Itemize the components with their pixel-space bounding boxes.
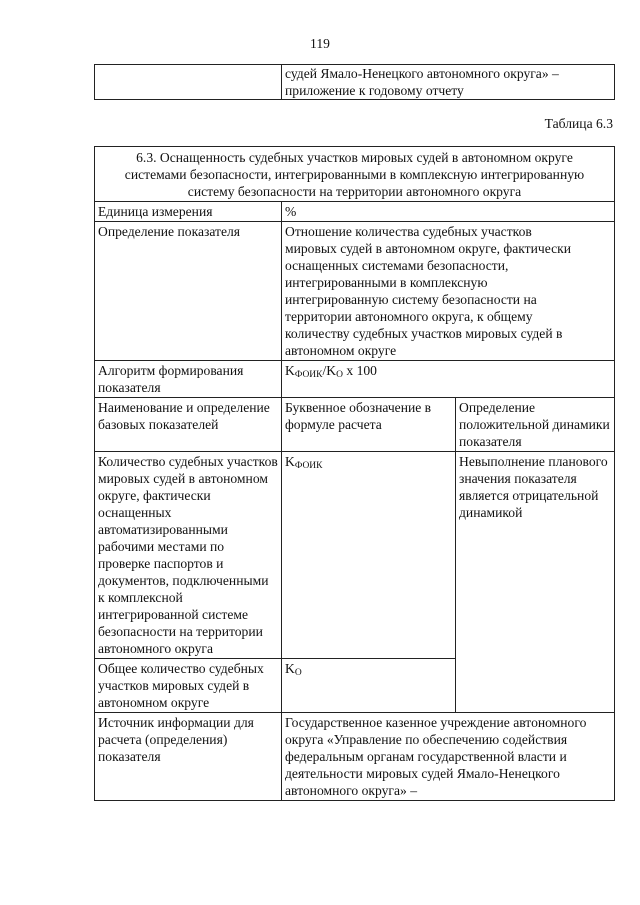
continuation-empty-cell [95, 65, 282, 100]
title-row [95, 147, 615, 202]
page-number: 119 [310, 36, 330, 51]
continuation-table [94, 64, 615, 100]
continuation-row [95, 65, 615, 100]
table-label: Таблица 6.3 [544, 116, 613, 131]
definition-row [95, 222, 615, 361]
unit-row [95, 202, 615, 222]
definition-value: Отношение количества судебных участков мировых судей в автономном округе, фактически оснащенных системами безопасности, интегрированными в комплексную интегрированную систему безопасности на территории автономного округа, к общему количеству судебных участков мировых судей в автономном округе [282, 222, 615, 361]
row2-symbol-sub: О [294, 668, 302, 678]
algorithm-formula [282, 361, 615, 398]
formula-k1-sub: ФОИК [294, 370, 323, 380]
unit-label: Единица измерения [95, 202, 282, 222]
source-row [95, 713, 615, 801]
continuation-text: судей Ямало-Ненецкого автономного округа» – приложение к годовому отчету [282, 65, 615, 100]
row1-symbol-sub: ФОИК [294, 461, 323, 471]
source-label: Источник информации для расчета (определения) показателя [95, 713, 282, 801]
formula-k2-sub: О [336, 370, 343, 380]
formula-sep: /K [322, 363, 337, 378]
source-value: Государственное казенное учреждение автономного округа «Управление по обеспечению содействия федеральным органам государственной власти и деятельности мировых судей Ямало-Ненецкого автономного округа» – [282, 713, 615, 801]
indicator-table [94, 146, 615, 801]
base-indicator-row-1 [95, 452, 615, 659]
row1-symbol [282, 452, 456, 659]
header-dynamics: Определение положительной динамики показателя [456, 398, 615, 452]
definition-label: Определение показателя [95, 222, 282, 361]
row1-name: Количество судебных участков мировых судей в автономном округе, фактически оснащенных автоматизированными рабочими местами по проверке паспортов и документов, подключенными к комплексной интегрированной системе безопасности на территории автономного округа [95, 452, 282, 659]
row1-symbol-letter: K [285, 454, 295, 469]
header-name: Наименование и определение базовых показателей [95, 398, 282, 452]
row2-symbol [282, 659, 456, 713]
algorithm-label: Алгоритм формирования показателя [95, 361, 282, 398]
formula-k1: K [285, 363, 295, 378]
formula-tail: x 100 [342, 363, 377, 378]
dynamics-text: Невыполнение планового значения показателя является отрицательной динамикой [456, 452, 615, 713]
row2-symbol-letter: K [285, 661, 295, 676]
header-row [95, 398, 615, 452]
algorithm-row [95, 361, 615, 398]
table-title: 6.3. Оснащенность судебных участков мировых судей в автономном округе системами безопасности, интегрированными в комплексную интегрированную систему безопасности на территории автономного округа [95, 147, 615, 202]
row2-name: Общее количество судебных участков мировых судей в автономном округе [95, 659, 282, 713]
unit-value: % [282, 202, 615, 222]
header-symbol: Буквенное обозначение в формуле расчета [282, 398, 456, 452]
